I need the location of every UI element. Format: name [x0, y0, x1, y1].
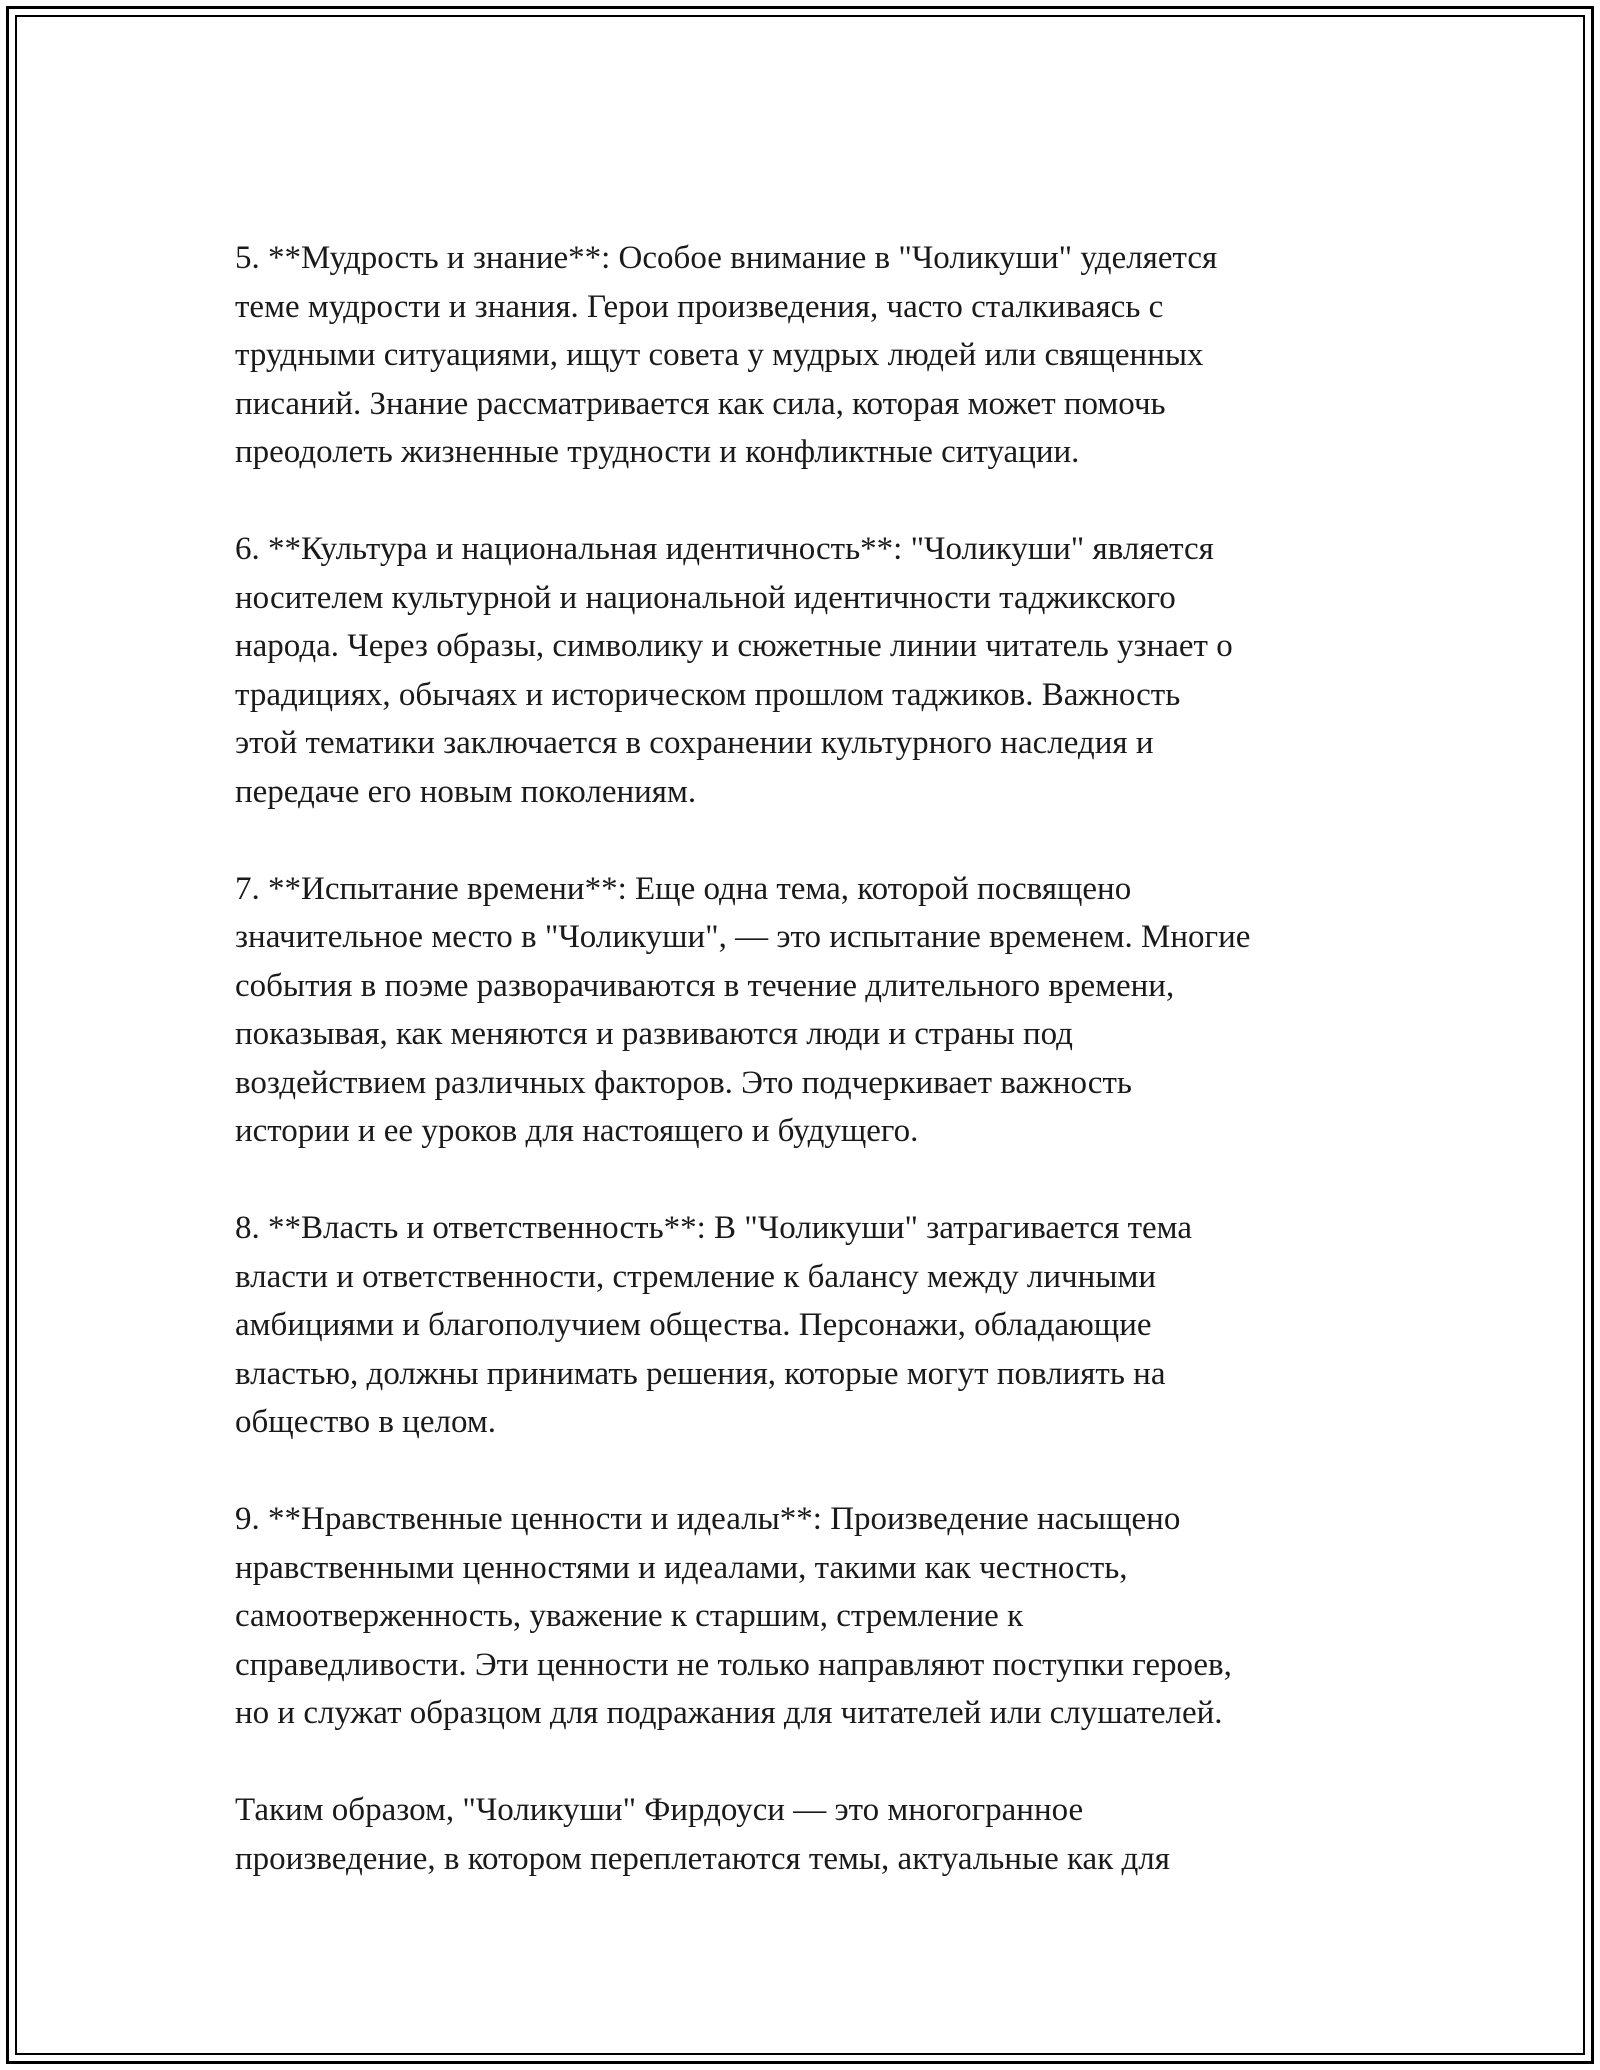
text-line: традициях, обычаях и историческом прошлом таджиков. Важность — [235, 676, 1181, 713]
paragraph-power — [235, 1204, 1375, 1447]
text-line: писаний. Знание рассматривается как сила, которая может помочь — [235, 385, 1166, 422]
text-line: справедливости. Эти ценности не только направляют поступки героев, — [235, 1646, 1232, 1683]
text-line: самоотверженность, уважение к старшим, стремление к — [235, 1598, 1024, 1634]
document-body — [235, 234, 1375, 1932]
text-line: истории и ее уроков для настоящего и будущего. — [235, 1113, 919, 1149]
text-line: преодолеть жизненные трудности и конфликтные ситуации. — [235, 434, 1080, 470]
text-line: 7. **Испытание времени**: Еще одна тема, которой посвящено — [235, 870, 1132, 907]
text-line: народа. Через образы, символику и сюжетные линии читатель узнает о — [235, 628, 1233, 664]
paragraph-culture — [235, 525, 1375, 816]
text-line: события в поэме разворачиваются в течение длительного времени, — [235, 967, 1175, 1004]
text-line: показывая, как меняются и развиваются люди и страны под — [235, 1016, 1073, 1052]
text-line: властью, должны принимать решения, которые могут повлиять на — [235, 1355, 1166, 1392]
text-line: общество в целом. — [235, 1404, 496, 1440]
paragraph-conclusion — [235, 1786, 1375, 1883]
text-line: произведение, в котором переплетаются темы, актуальные как для — [235, 1840, 1170, 1877]
paragraph-wisdom — [235, 234, 1375, 477]
text-line: 5. **Мудрость и знание**: Особое внимание в "Чоликуши" уделяется — [235, 240, 1218, 276]
paragraph-values — [235, 1495, 1375, 1738]
text-line: 9. **Нравственные ценности и идеалы**: Произведение насыщено — [235, 1501, 1181, 1537]
text-line: нравственными ценностями и идеалами, такими как честность, — [235, 1549, 1128, 1586]
text-line: воздействием различных факторов. Это подчеркивает важность — [235, 1064, 1132, 1101]
text-line: трудными ситуациями, ищут совета у мудрых людей или священных — [235, 337, 1204, 373]
text-line: амбициями и благополучием общества. Персонажи, обладающие — [235, 1307, 1152, 1343]
text-line: 8. **Власть и ответственность**: В "Чоликуши" затрагивается тема — [235, 1210, 1192, 1246]
text-line: власти и ответственности, стремление к балансу между личными — [235, 1258, 1157, 1295]
text-line: носителем культурной и национальной идентичности таджикского — [235, 579, 1176, 616]
text-line: но и служат образцом для подражания для читателей или слушателей. — [235, 1695, 1223, 1731]
text-line: передаче его новым поколениям. — [235, 773, 697, 810]
text-line: значительное место в "Чоликуши", — это испытание временем. Многие — [235, 919, 1251, 955]
paragraph-time — [235, 865, 1375, 1156]
text-line: Таким образом, "Чоликуши" Фирдоуси — это многогранное — [235, 1792, 1084, 1828]
text-line: теме мудрости и знания. Герои произведения, часто сталкиваясь с — [235, 288, 1164, 325]
text-line: этой тематики заключается в сохранении культурного наследия и — [235, 725, 1154, 761]
text-line: 6. **Культура и национальная идентичность**: "Чоликуши" является — [235, 531, 1214, 567]
